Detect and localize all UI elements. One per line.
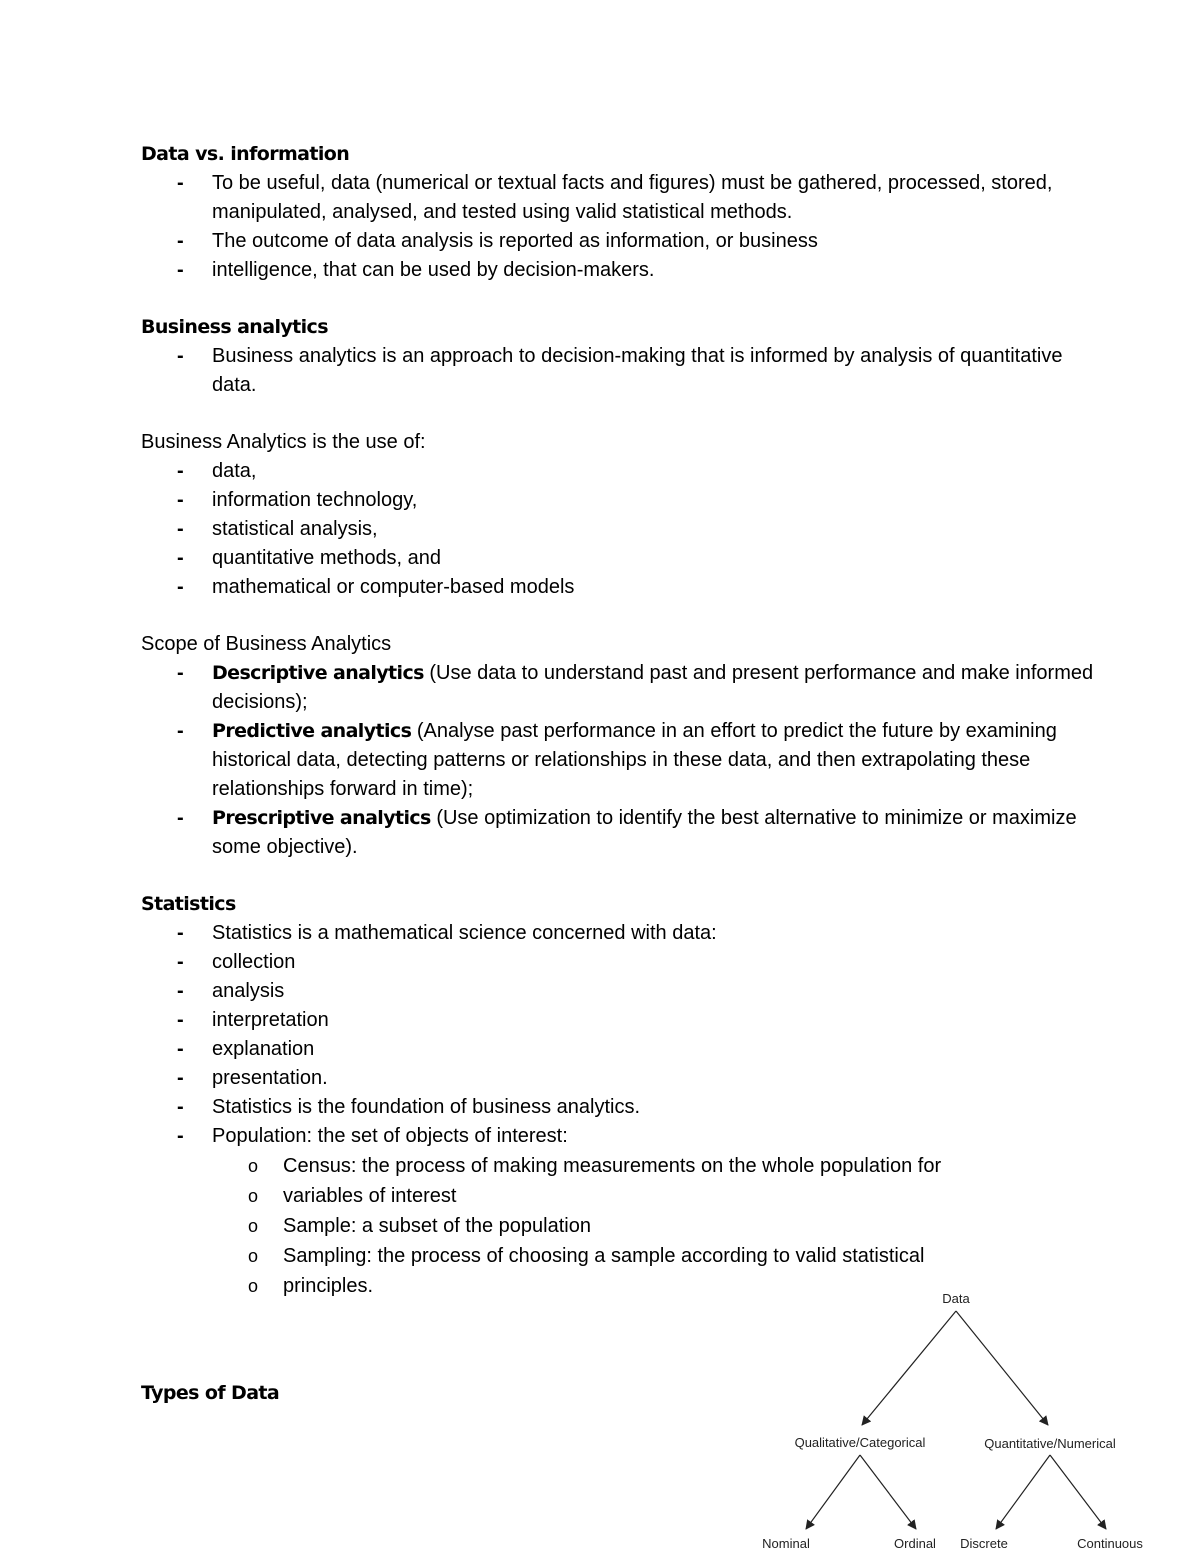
sub-list-item: o Sample: a subset of the population	[212, 1211, 1101, 1241]
population-sublist-wrapper	[141, 1151, 1101, 1301]
types-of-data-diagram	[750, 1285, 1160, 1553]
list-item: - Statistics is a mathematical science concerned with data:	[141, 919, 1101, 948]
sub-list-item: o Sampling: the process of choosing a sample according to valid statistical	[212, 1241, 1101, 1271]
scope-term: Descriptive analytics	[212, 662, 424, 684]
statistics-list	[141, 919, 1101, 1151]
diagram-ordinal-label: Ordinal	[894, 1536, 936, 1551]
list-item	[141, 717, 1101, 804]
list-item: - collection	[141, 948, 1101, 977]
arrow-qualitative-nominal	[806, 1455, 860, 1529]
diagram-quantitative-label: Quantitative/Numerical	[984, 1436, 1116, 1451]
diagram-root-label: Data	[942, 1291, 970, 1306]
diagram-nominal-label: Nominal	[762, 1536, 810, 1551]
list-item: - presentation.	[141, 1064, 1101, 1093]
list-item	[141, 659, 1101, 717]
diagram-discrete-label: Discrete	[960, 1536, 1008, 1551]
list-item: - analysis	[141, 977, 1101, 1006]
scope-text: (Analyse past performance in an effort to predict the future by examining historical data, detecting patterns or relationships in these data, and then extrapolating these relationships forward in time);	[212, 720, 1057, 800]
arrow-qualitative-ordinal	[860, 1455, 916, 1529]
list-item: - interpretation	[141, 1006, 1101, 1035]
business-analytics-use-intro: Business Analytics is the use of:	[141, 431, 426, 453]
scope-term: Predictive analytics	[212, 720, 412, 742]
arrow-root-left	[862, 1311, 956, 1425]
scope-term: Prescriptive analytics	[212, 807, 431, 829]
list-item: - Statistics is the foundation of business analytics.	[141, 1093, 1101, 1122]
list-item: - statistical analysis,	[141, 515, 1101, 544]
list-item: - quantitative methods, and	[141, 544, 1101, 573]
scope-text: (Use optimization to identify the best alternative to minimize or maximize some objective).	[212, 807, 1077, 858]
list-item: - intelligence, that can be used by decision-makers.	[141, 256, 1101, 285]
scope-list	[141, 659, 1101, 862]
list-item: - Business analytics is an approach to decision-making that is informed by analysis of quantitative data.	[141, 342, 1101, 400]
list-item: - mathematical or computer-based models	[141, 573, 1101, 602]
business-analytics-use-list	[141, 457, 1101, 602]
heading-statistics: Statistics	[141, 893, 236, 915]
heading-data-vs-information: Data vs. information	[141, 143, 350, 165]
arrow-quantitative-continuous	[1050, 1455, 1106, 1529]
scope-intro: Scope of Business Analytics	[141, 633, 392, 655]
list-item: - To be useful, data (numerical or textual facts and figures) must be gathered, processed, stored, manipulated, analysed, and tested using valid statistical methods.	[141, 169, 1101, 227]
business-analytics-list	[141, 342, 1101, 400]
list-item	[141, 804, 1101, 862]
heading-business-analytics: Business analytics	[141, 316, 328, 338]
arrow-root-right	[956, 1311, 1048, 1425]
diagram-continuous-label: Continuous	[1077, 1536, 1143, 1551]
list-item: - information technology,	[141, 486, 1101, 515]
heading-types-of-data: Types of Data	[141, 1382, 280, 1404]
data-vs-information-list	[141, 169, 1101, 285]
scope-text: (Use data to understand past and present performance and make informed decisions);	[212, 662, 1094, 713]
population-sublist	[212, 1151, 1101, 1301]
arrow-quantitative-discrete	[996, 1455, 1050, 1529]
list-item: - explanation	[141, 1035, 1101, 1064]
sub-list-item: o variables of interest	[212, 1181, 1101, 1211]
list-item: - Population: the set of objects of interest:	[141, 1122, 1101, 1151]
diagram-qualitative-label: Qualitative/Categorical	[794, 1435, 926, 1450]
sub-list-item: o principles.	[212, 1271, 1101, 1301]
list-item: - The outcome of data analysis is reported as information, or business	[141, 227, 1101, 256]
list-item: - data,	[141, 457, 1101, 486]
sub-list-item: o Census: the process of making measurements on the whole population for	[212, 1151, 1101, 1181]
document-page	[141, 140, 1101, 1408]
